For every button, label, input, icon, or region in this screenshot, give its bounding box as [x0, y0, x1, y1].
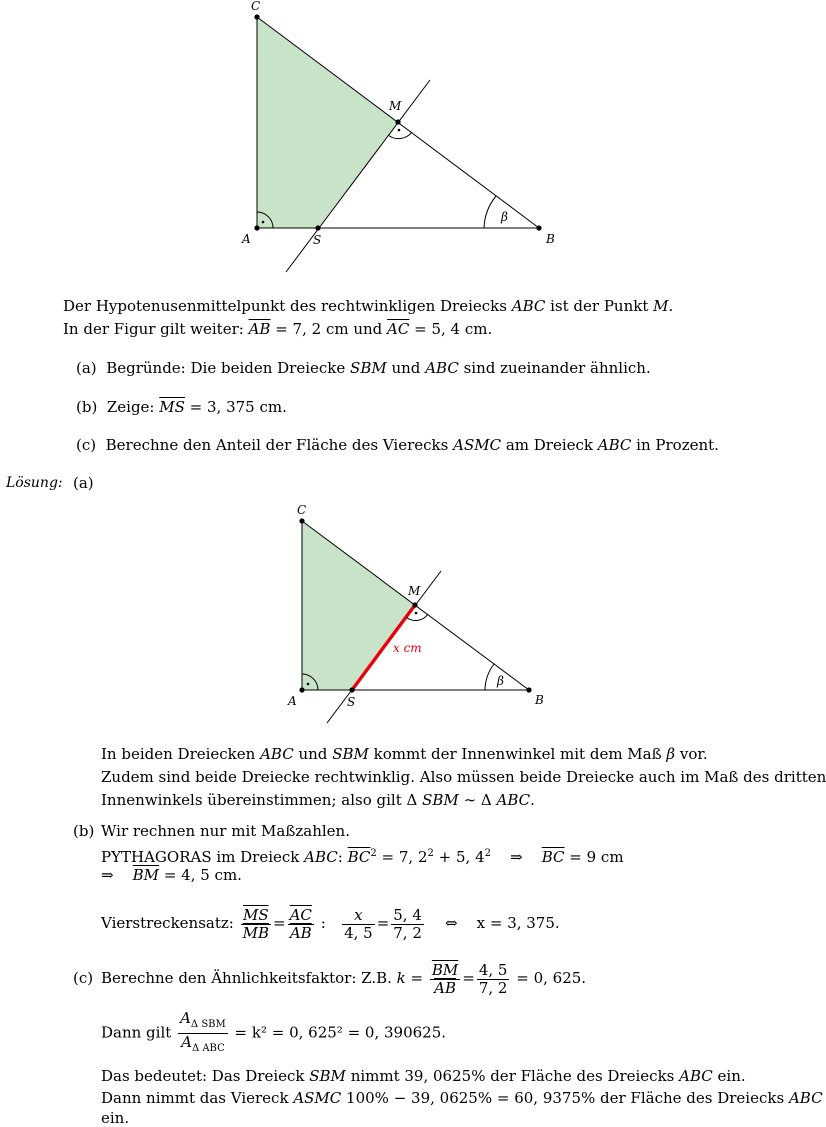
solution-b-line-4: Vierstreckensatz: $\frac{\overline{MS}}{MB}$ = $\frac{\overline{AC}}{AB}$ : $\frac{x}{4, 5}$ = $\frac{5, 4}{7, 2}$ ⇔ x = 3, 375. — [101, 905, 560, 942]
solution-c-line-5: ein. — [101, 1109, 130, 1127]
solution-a-line-3: Innenwinkels übereinstimmen; also gilt Δ SBM ∼ Δ ABC. — [101, 791, 535, 809]
intro-line-2: In der Figur gilt weiter: $\overline{AB} = 7$, 2 cm und $\overline{AC} = 5$, 4 cm. — [63, 320, 493, 338]
label-b-2: B — [535, 693, 544, 707]
label-a-1: A — [242, 232, 251, 246]
label-c-2: C — [297, 503, 307, 517]
point-b-2 — [526, 687, 531, 692]
task-a: (a) Begründe: Die beiden Dreiecke SBM und ABC sind zueinander ähnlich. — [76, 359, 651, 377]
solution-b-line-3: ⇒ $\overline{BM} = 4$, 5 cm. — [101, 866, 242, 884]
solution-a-line-2: Zudem sind beide Dreiecke rechtwinklig. Also müssen beide Dreiecke auch im Maß des dritten — [101, 768, 826, 786]
angle-beta-2 — [485, 664, 494, 690]
label-s-1: S — [313, 233, 322, 247]
solution-b-line-1: Wir rechnen nur mit Maßzahlen. — [101, 822, 350, 840]
label-m-1: M — [389, 99, 402, 113]
label-b-1: B — [546, 232, 555, 246]
solution-a-label: (a) — [73, 474, 94, 492]
point-m-2 — [412, 602, 417, 607]
solution-a-line-1: In beiden Dreiecken ABC und SBM kommt der Innenwinkel mit dem Maß β vor. — [101, 745, 708, 763]
solution-b-label: (b) — [73, 822, 95, 840]
solution-b-line-2: PYTHAGORAS im Dreieck ABC: $\overline{BC}^2 = 7$, $2^2 + 5$, $4^2$ ⇒ $\overline{BC} = 9$ cm — [101, 848, 624, 866]
label-beta-1: β — [501, 210, 508, 224]
solution-c-line-2: Dann gilt $\frac{A_{\Delta SBM}}{A_{\Delta ABC}}$ = k² = 0, 625² = 0, 390625. — [101, 1009, 447, 1054]
solution-c-line-4: Dann nimmt das Viereck ASMC 100% − 39, 0625% = 60, 9375% der Fläche des Dreiecks ABC — [101, 1089, 823, 1107]
solution-c-line-1: Berechne den Ähnlichkeitsfaktor: Z.B. k = $\frac{\overline{BM}}{AB}$ = $\frac{4, 5}{7, 2}$ = 0, 625. — [101, 960, 587, 997]
task-b: (b) Zeige: $\overline{MS} = 3$, 375 cm. — [76, 398, 287, 416]
label-m-2: M — [408, 584, 421, 598]
point-c-2 — [299, 518, 304, 523]
label-s-2: S — [347, 695, 356, 709]
solution-heading: Lösung: — [6, 475, 63, 491]
solution-c-label: (c) — [73, 969, 94, 987]
solution-c-line-3: Das bedeutet: Das Dreieck SBM nimmt 39, 0625% der Fläche des Dreiecks ABC ein. — [101, 1067, 746, 1085]
intro-line-1: Der Hypotenusenmittelpunkt des rechtwinkligen Dreiecks ABC ist der Punkt M. — [63, 297, 674, 315]
label-c-1: C — [251, 0, 261, 13]
point-a-2 — [299, 687, 304, 692]
label-a-2: A — [288, 694, 297, 708]
label-x-cm: x cm — [393, 641, 422, 655]
task-c: (c) Berechne den Anteil der Fläche des Vierecks ASMC am Dreieck ABC in Prozent. — [76, 436, 719, 454]
quadrilateral-asmc-fill-2 — [302, 521, 415, 690]
point-s-2 — [349, 687, 354, 692]
label-beta-2: β — [497, 674, 504, 688]
